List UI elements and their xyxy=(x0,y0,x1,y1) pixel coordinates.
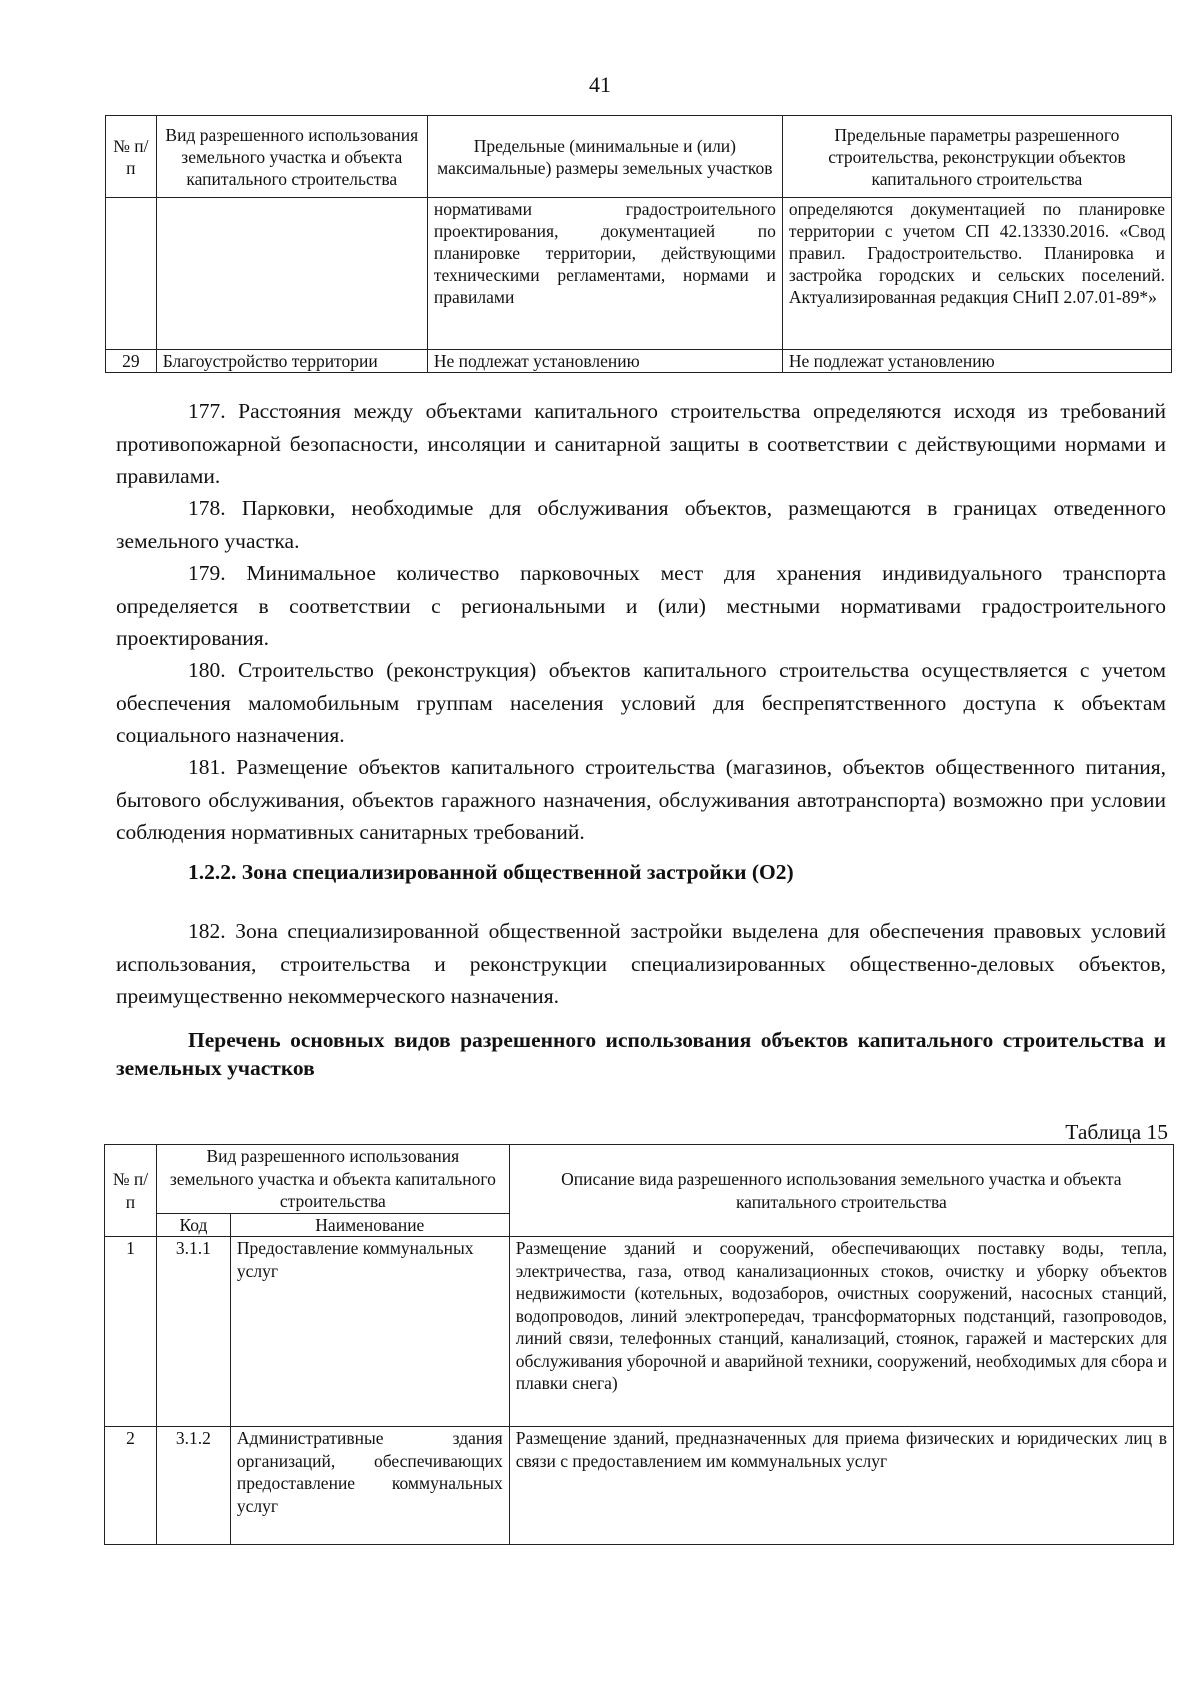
cell-num xyxy=(106,198,157,350)
list-heading xyxy=(116,1026,1166,1082)
header-num: № п/п xyxy=(106,116,157,198)
cell-num: 2 xyxy=(105,1427,157,1545)
table-caption: Таблица 15 xyxy=(1065,1120,1168,1144)
cell-kind: Благоустройство территории xyxy=(156,350,427,373)
cell-sizes: нормативами градостроительного проектирования, документацией по планировке территории, действующими техническими регламентами, нормами и правилами xyxy=(427,198,782,350)
cell-num: 29 xyxy=(106,350,157,373)
table-header-row xyxy=(105,1145,1174,1214)
table-row xyxy=(105,1237,1174,1427)
paragraph-180 xyxy=(116,654,1166,752)
cell-num: 1 xyxy=(105,1237,157,1427)
paragraph-text: 177. Расстояния между объектами капитального строительства определяются исходя из требований противопожарной безопасности, инсоляции и санитарной защиты в соответствии с действующими нормами и правилами. xyxy=(116,399,1166,488)
header-name: Наименование xyxy=(230,1213,509,1237)
cell-kind xyxy=(156,198,427,350)
cell-code: 3.1.1 xyxy=(156,1237,230,1427)
header-kind: Вид разрешенного использования земельного участка и объекта капитального строительства xyxy=(156,116,427,198)
section-heading: 1.2.2. Зона специализированной общественной застройки (О2) xyxy=(188,860,794,884)
paragraph-181 xyxy=(116,751,1166,849)
cell-desc: Размещение зданий и сооружений, обеспечивающих поставку воды, тепла, электричества, газа, отвод канализационных стоков, очистку и уборку объектов недвижимости (котельных, водозаборов, очистных сооружений, насосных станций, водопроводов, линий электропередач, трансформаторных подстанций, газопроводов, линий связи, телефонных станций, канализаций, стоянок, гаражей и мастерских для обслуживания уборочной и аварийной техники, сооружений, необходимых для сбора и плавки снега) xyxy=(509,1237,1173,1427)
header-desc: Описание вида разрешенного использования земельного участка и объекта капитального строительства xyxy=(509,1145,1173,1237)
header-kind: Вид разрешенного использования земельного участка и объекта капитального строительства xyxy=(156,1145,509,1214)
cell-name: Предоставление коммунальных услуг xyxy=(230,1237,509,1427)
table-row xyxy=(105,1427,1174,1545)
paragraph-182 xyxy=(116,915,1166,1013)
cell-desc: Размещение зданий, предназначенных для приема физических и юридических лиц в связи с предоставлением им коммунальных услуг xyxy=(509,1427,1173,1545)
paragraph-178 xyxy=(116,492,1166,557)
paragraph-text: 180. Строительство (реконструкция) объектов капитального строительства осуществляется с учетом обеспечения маломобильным группам населения условий для беспрепятственного доступа к объектам социального назначения. xyxy=(116,658,1166,747)
paragraph-text: 182. Зона специализированной общественной застройки выделена для обеспечения правовых условий использования, строительства и реконструкции специализированных общественно-деловых объектов, преимущественно некоммерческого назначения. xyxy=(116,919,1166,1008)
paragraph-177 xyxy=(116,395,1166,493)
header-code: Код xyxy=(156,1213,230,1237)
cell-params: Не подлежат установлению xyxy=(782,350,1171,373)
permitted-use-table-continued xyxy=(105,115,1172,373)
paragraph-text: 179. Минимальное количество парковочных мест для хранения индивидуального транспорта определяется в соответствии с региональными и (или) местными нормативами градостроительного проектирования. xyxy=(116,561,1166,650)
table-15 xyxy=(104,1144,1174,1545)
paragraph-text: 181. Размещение объектов капитального строительства (магазинов, объектов общественного питания, бытового обслуживания, объектов гаражного назначения, обслуживания автотранспорта) возможно при условии соблюдения нормативных санитарных требований. xyxy=(116,755,1166,844)
cell-sizes: Не подлежат установлению xyxy=(427,350,782,373)
header-params: Предельные параметры разрешенного строительства, реконструкции объектов капитального строительства xyxy=(782,116,1171,198)
table-header-row xyxy=(106,116,1172,198)
table-row xyxy=(106,198,1172,350)
cell-code: 3.1.2 xyxy=(156,1427,230,1545)
page-number: 41 xyxy=(589,72,611,97)
cell-params: определяются документацией по планировке территории с учетом СП 42.13330.2016. «Свод правил. Градостроительство. Планировка и застройка городских и сельских поселений. Актуализированная редакция СНиП 2.07.01-89*» xyxy=(782,198,1171,350)
list-heading-text: Перечень основных видов разрешенного использования объектов капитального строительства и земельных участков xyxy=(116,1028,1166,1080)
paragraph-text: 178. Парковки, необходимые для обслуживания объектов, размещаются в границах отведенного земельного участка. xyxy=(116,496,1166,553)
header-sizes: Предельные (минимальные и (или) максимальные) размеры земельных участков xyxy=(427,116,782,198)
header-num: № п/п xyxy=(105,1145,157,1237)
paragraph-179 xyxy=(116,557,1166,655)
cell-name: Административные здания организаций, обеспечивающих предоставление коммунальных услуг xyxy=(230,1427,509,1545)
table-row xyxy=(106,350,1172,373)
